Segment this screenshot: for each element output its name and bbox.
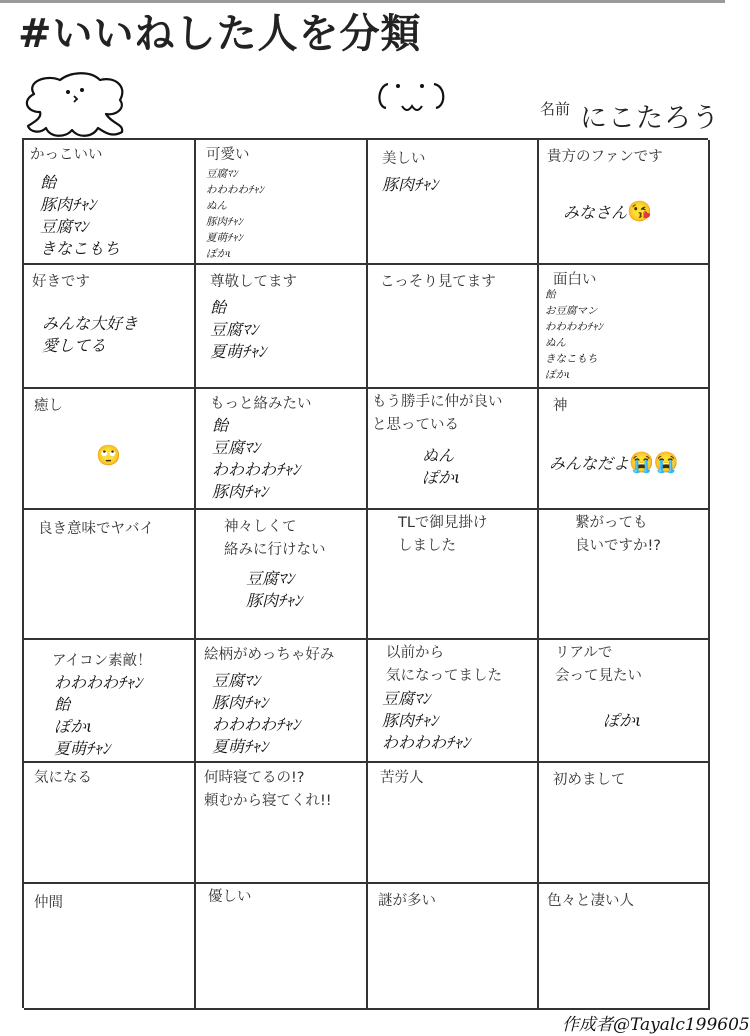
- name-list: [545, 287, 603, 383]
- name-entry: みんな大好き: [42, 314, 139, 333]
- name-list: [563, 200, 652, 224]
- kiss-emoji-icon: 😘: [627, 199, 652, 223]
- cell-title: 色々と凄い人: [547, 893, 634, 909]
- name-entry: わわわわﾁｬﾝ: [54, 673, 143, 692]
- name-list: [246, 568, 302, 612]
- name-entry: ぬん: [422, 446, 455, 465]
- name-entry-text: みんなだよ: [549, 454, 630, 473]
- name-entry: [549, 451, 679, 475]
- crying-emoji-icon: 😭😭: [629, 450, 679, 474]
- cell-iyashi: [24, 389, 196, 510]
- cell-title: もう勝手に仲が良い と思っている: [372, 394, 503, 433]
- cell-title: 何時寝てるの!? 頼むから寝てくれ!!: [204, 770, 332, 809]
- name-entry: ぬん: [206, 200, 227, 212]
- name-list: [382, 174, 438, 196]
- name-entry: [563, 200, 652, 224]
- name-label: 名前: [540, 100, 571, 118]
- cell-icon-suteki: [24, 640, 196, 763]
- cell-title: 貴方のファンです: [547, 149, 663, 165]
- name-entry: 飴: [212, 416, 229, 435]
- name-entry: 豆腐ﾏﾝ: [382, 689, 431, 708]
- cell-fan: [539, 140, 710, 265]
- cell-title: アイコン素敵！: [52, 653, 152, 669]
- name-list: [549, 451, 679, 475]
- cell-ki-ni-naru: [24, 763, 196, 884]
- classification-grid: [22, 138, 708, 1008]
- cell-utsukushii: [368, 140, 539, 265]
- cell-iroiro-sugoi: [539, 884, 710, 1010]
- cell-hajimemashite: [539, 763, 710, 884]
- cell-kurounin: [368, 763, 539, 884]
- name-entry: 飴: [545, 289, 556, 301]
- name-entry: 豚肉ﾁｬﾝ: [212, 482, 269, 501]
- name-entry: 飴: [40, 173, 57, 192]
- cell-title: もっと絡みたい: [210, 396, 312, 412]
- cell-kakkoii: [24, 140, 196, 265]
- cell-egara: [196, 640, 368, 763]
- name-entry: 豚肉ﾁｬﾝ: [206, 216, 243, 228]
- cell-title: 謎が多い: [378, 893, 436, 909]
- eyeroll-emoji-icon: 🙄: [96, 443, 121, 467]
- cell-izen-kara: [368, 640, 539, 763]
- cell-kougoushii: [196, 510, 368, 640]
- name-entry: わわわわﾁｬﾝ: [382, 733, 471, 752]
- name-entry: きなこもち: [40, 239, 121, 258]
- name-entry: 豚肉ﾁｬﾝ: [212, 693, 269, 712]
- name-entry: 飴: [54, 695, 71, 714]
- cell-omoshiroi: [539, 265, 710, 389]
- cell-nakama: [24, 884, 196, 1010]
- top-border-line: [0, 0, 725, 3]
- cell-title: リアルで 会って見たい: [555, 645, 642, 684]
- name-list: [603, 710, 641, 732]
- name-value: にこたろう: [580, 103, 720, 134]
- name-entry: ぽかι: [422, 468, 461, 487]
- cell-title: 可愛い: [206, 147, 250, 163]
- cell-title: 苦労人: [380, 770, 424, 786]
- cell-title: 良き意味でヤバイ: [38, 521, 154, 537]
- author-credit: 作成者@Tayalc199605: [562, 1015, 750, 1035]
- cell-nazo-ga-ooi: [368, 884, 539, 1010]
- name-list: [422, 445, 460, 489]
- cell-title: 神: [553, 398, 568, 414]
- name-entry: 夏萌ﾁｬﾝ: [210, 342, 267, 361]
- cell-title: TLで御見掛け しました: [398, 515, 488, 554]
- cell-motto-karamitai: [196, 389, 368, 510]
- cell-yasashii: [196, 884, 368, 1010]
- cell-tl-omikake: [368, 510, 539, 640]
- page-title: #いいねした人を分類: [18, 11, 422, 57]
- name-entry: 豆腐ﾏﾝ: [40, 217, 89, 236]
- cell-title: 初めまして: [553, 772, 626, 788]
- name-entry: 豆腐ﾏﾝ: [212, 671, 261, 690]
- cell-itsu-neteru: [196, 763, 368, 884]
- name-entry-text: みなさん: [563, 203, 628, 222]
- cell-title: 尊敬してます: [210, 274, 297, 290]
- name-entry: ぬん: [545, 337, 566, 349]
- cell-title: 絵柄がめっちゃ好み: [204, 647, 335, 663]
- cell-title: 面白い: [553, 272, 597, 288]
- name-entry: 夏萌ﾁｬﾝ: [212, 737, 269, 756]
- name-entry: 豚肉ﾁｬﾝ: [382, 711, 439, 730]
- name-entry: 豆腐ﾏﾝ: [212, 438, 261, 457]
- name-entry: わわわわﾁｬﾝ: [206, 184, 264, 196]
- name-entry: ぽかι: [54, 717, 93, 736]
- cell-title: 癒し: [34, 398, 63, 414]
- name-entry: お豆腐マン: [545, 305, 598, 317]
- name-list: [54, 672, 142, 760]
- name-list: [206, 166, 264, 262]
- name-entry: わわわわﾁｬﾝ: [212, 460, 301, 479]
- name-entry: ぽかι: [206, 248, 232, 260]
- cell-sonkei: [196, 265, 368, 389]
- name-entry: 豆腐ﾏﾝ: [246, 569, 295, 588]
- name-entry: 夏萌ﾁｬﾝ: [206, 232, 243, 244]
- cell-title: 気になる: [34, 770, 92, 786]
- name-entry: 豚肉ﾁｬﾝ: [40, 195, 97, 214]
- cell-title: こっそり見てます: [380, 274, 496, 290]
- name-entry: 豚肉ﾁｬﾝ: [246, 591, 303, 610]
- cell-real-de: [539, 640, 710, 763]
- name-entry: 夏萌ﾁｬﾝ: [54, 739, 111, 758]
- cell-title: かっこいい: [30, 147, 103, 163]
- cell-title: 優しい: [208, 889, 252, 905]
- name-entry: 飴: [210, 298, 227, 317]
- name-entry: ぽかι: [603, 711, 642, 730]
- name-entry: 豆腐ﾏﾝ: [210, 320, 259, 339]
- name-entry: 豆腐ﾏﾝ: [206, 168, 238, 180]
- cell-title: 以前から 気になってました: [386, 645, 502, 684]
- bear-face-doodle-icon: [374, 76, 448, 118]
- cell-kami: [539, 389, 710, 510]
- cell-title: 神々しくて 絡みに行けない: [224, 519, 326, 558]
- name-entry: ぽかι: [545, 369, 571, 381]
- cell-kossori: [368, 265, 539, 389]
- cell-tsunagatte: [539, 510, 710, 640]
- name-entry: わわわわﾁｬﾝ: [212, 715, 301, 734]
- name-list: [212, 415, 300, 503]
- name-list: [212, 670, 300, 758]
- blob-creature-doodle-icon: [20, 72, 132, 140]
- cell-title: 好きです: [32, 274, 90, 290]
- cell-title: 美しい: [382, 151, 426, 167]
- name-entry: わわわわﾁｬﾝ: [545, 321, 603, 333]
- cell-title: 繋がっても 良いですか!?: [575, 515, 662, 554]
- cell-kawaii: [196, 140, 368, 265]
- name-list: [40, 172, 120, 260]
- cell-title: 仲間: [34, 895, 63, 911]
- name-entry: 愛してる: [42, 336, 107, 355]
- cell-nakagayoi: [368, 389, 539, 510]
- name-entry: 豚肉ﾁｬﾝ: [382, 175, 439, 194]
- name-list: [210, 297, 266, 363]
- cell-yabai: [24, 510, 196, 640]
- name-list: [42, 313, 138, 357]
- name-entry: きなこもち: [545, 353, 598, 365]
- name-list: [382, 688, 470, 754]
- cell-suki: [24, 265, 196, 389]
